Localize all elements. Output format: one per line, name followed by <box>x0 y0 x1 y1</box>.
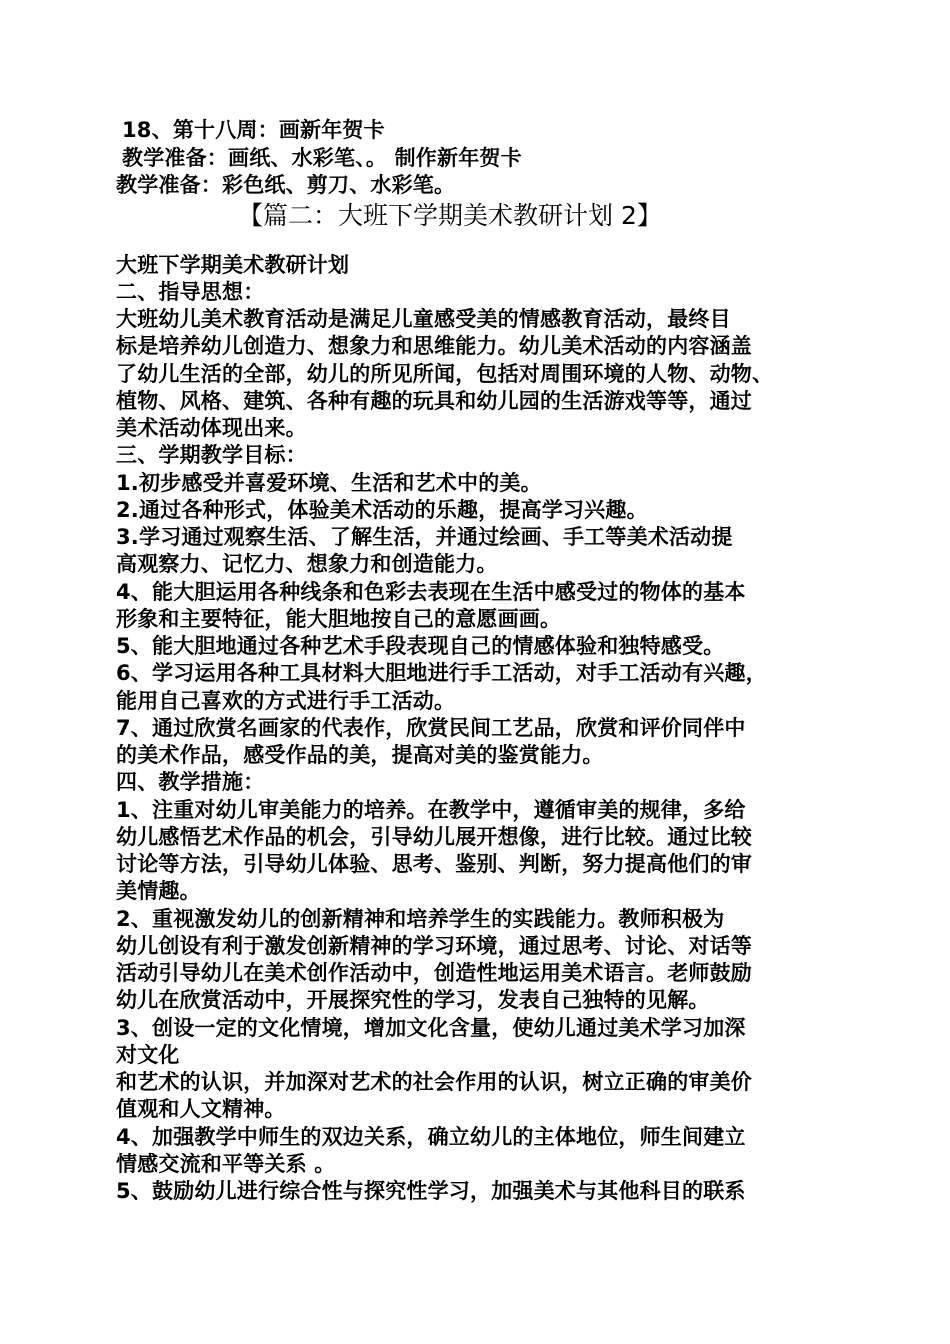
body-line: 5、能大胆地通过各种艺术手段表现自己的情感体验和独特感受。 <box>116 634 725 658</box>
body-line: 1、注重对幼儿审美能力的培养。在教学中，遵循审美的规律，多给 <box>116 798 746 822</box>
body-line: 3.学习通过观察生活、了解生活，并通过绘画、手工等美术活动提 <box>116 525 733 549</box>
body-line: 幼儿在欣赏活动中，开展探究性的学习，发表自己独特的见解。 <box>116 988 710 1012</box>
plan-title: 大班下学期美术教研计划 <box>116 253 350 277</box>
body-line: 能用自己喜欢的方式进行手工活动。 <box>116 689 456 713</box>
body-line: 活动引导幼儿在美术创作活动中，创造性地运用美术语言。老师鼓励 <box>116 961 752 985</box>
body-line: 2、重视激发幼儿的创新精神和培养学生的实践能力。教师积极为 <box>116 907 725 931</box>
body-line: 6、学习运用各种工具材料大胆地进行手工活动，对手工活动有兴趣， <box>116 661 767 685</box>
body-line: 讨论等方法，引导幼儿体验、思考、鉴别、判断，努力提高他们的审 <box>116 852 752 876</box>
body-line: 美情趣。 <box>116 879 201 903</box>
teaching-prep-line-1: 教学准备：画纸、水彩笔、。 制作新年贺卡 <box>122 146 522 170</box>
body-line: 情感交流和平等关系 。 <box>116 1152 336 1176</box>
body-line: 植物、风格、建筑、各种有趣的玩具和幼儿园的生活游戏等等，通过 <box>116 389 752 413</box>
body-line: 2.通过各种形式，体验美术活动的乐趣，提高学习兴趣。 <box>116 498 648 522</box>
body-line: 和艺术的认识，并加深对艺术的社会作用的认识，树立正确的审美价 <box>116 1070 752 1094</box>
body-line: 大班幼儿美术教育活动是满足儿童感受美的情感教育活动，最终目 <box>116 307 731 331</box>
section-heading-guiding-thought: 二、指导思想： <box>116 280 265 304</box>
section-heading-semester-goals: 三、学期教学目标： <box>116 443 307 467</box>
section-heading: 【篇二：大班下学期美术教研计划 2】 <box>238 201 662 230</box>
week18-title: 18、第十八周：画新年贺卡 <box>122 118 385 142</box>
body-line: 了幼儿生活的全部，幼儿的所见所闻，包括对周围环境的人物、动物、 <box>116 362 774 386</box>
body-line: 3、创设一定的文化情境，增加文化含量，使幼儿通过美术学习加深 <box>116 1016 746 1040</box>
body-line: 对文化 <box>116 1043 180 1067</box>
body-line: 7、通过欣赏名画家的代表作，欣赏民间工艺品，欣赏和评价同伴中 <box>116 716 746 740</box>
teaching-prep-line-2: 教学准备：彩色纸、剪刀、水彩笔。 <box>116 173 456 197</box>
body-line: 高观察力、记忆力、想象力和创造能力。 <box>116 552 498 576</box>
body-line: 幼儿感悟艺术作品的机会，引导幼儿展开想像，进行比较。通过比较 <box>116 825 752 849</box>
section-heading-teaching-measures: 四、教学措施： <box>116 770 265 794</box>
body-line: 4、加强教学中师生的双边关系，确立幼儿的主体地位，师生间建立 <box>116 1125 746 1149</box>
body-line: 的美术作品，感受作品的美，提高对美的鉴赏能力。 <box>116 743 604 767</box>
body-line: 1.初步感受并喜爱环境、生活和艺术中的美。 <box>116 471 542 495</box>
body-line: 5、鼓励幼儿进行综合性与探究性学习，加强美术与其他科目的联系 <box>116 1179 746 1203</box>
body-line: 美术活动体现出来。 <box>116 416 307 440</box>
body-line: 标是培养幼儿创造力、想象力和思维能力。幼儿美术活动的内容涵盖 <box>116 334 752 358</box>
body-line: 值观和人文精神。 <box>116 1097 286 1121</box>
body-line: 幼儿创设有利于激发创新精神的学习环境，通过思考、讨论、对话等 <box>116 934 752 958</box>
body-line: 4、能大胆运用各种线条和色彩去表现在生活中感受过的物体的基本 <box>116 580 746 604</box>
body-line: 形象和主要特征，能大胆地按自己的意愿画画。 <box>116 607 562 631</box>
